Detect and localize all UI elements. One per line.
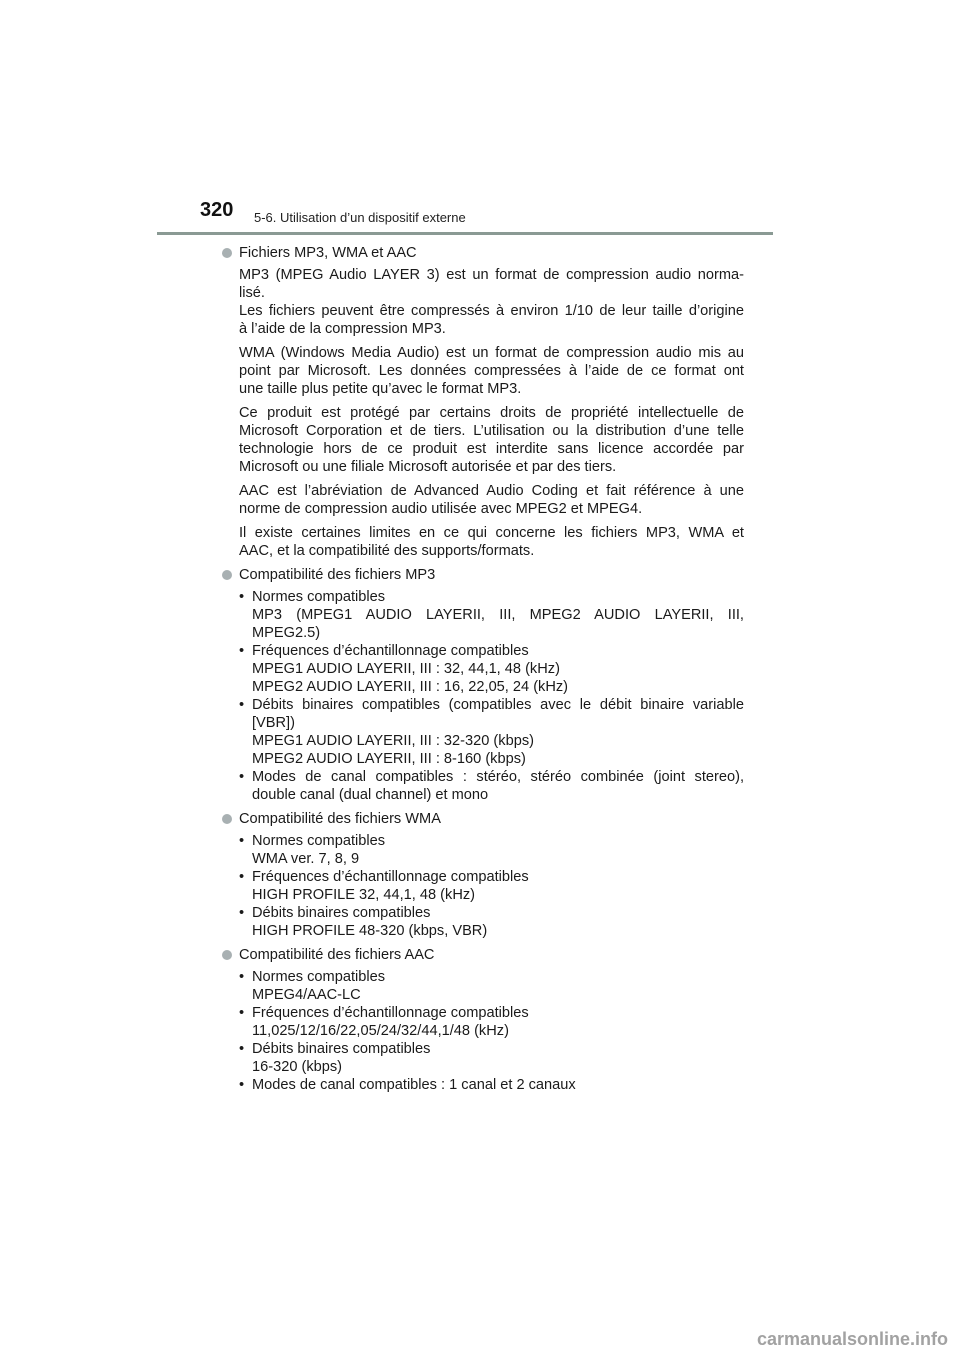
spec-value: MPEG1 AUDIO LAYERII, III : 32, 44,1, 48 (kHz) [252, 661, 560, 677]
watermark-logo: carmanualsonline.info [756, 1329, 948, 1349]
spec-values [239, 660, 744, 696]
spec-label: Fréquences d’échantillonnage compatibles [252, 869, 529, 885]
section-heading-text: Compatibilité des fichiers WMA [239, 811, 441, 827]
spec-value: MP3 (MPEG1 AUDIO LAYERII, III, MPEG2 AUDIO LAYERII, III, [252, 607, 744, 623]
bullet-dot-icon: • [239, 697, 245, 713]
paragraph [239, 524, 744, 560]
paragraph [239, 404, 744, 476]
spec-value: HIGH PROFILE 32, 44,1, 48 (kHz) [252, 887, 476, 903]
page-header [0, 0, 960, 240]
bullet-dot-icon: • [239, 905, 245, 921]
spec-list [239, 832, 744, 940]
section-heading-text: Compatibilité des fichiers MP3 [239, 567, 436, 583]
spec-item [239, 588, 744, 606]
spec-item [239, 1076, 744, 1094]
spec-values [239, 1022, 744, 1040]
spec-item [239, 1040, 744, 1058]
spec-value: MPEG2 AUDIO LAYERII, III : 8-160 (kbps) [252, 751, 526, 767]
spec-values [239, 986, 744, 1004]
spec-item [239, 832, 744, 850]
bullet-dot-icon: • [239, 1077, 245, 1093]
spec-label: Fréquences d’échantillonnage compatibles [252, 1005, 529, 1021]
spec-label: Modes de canal compatibles : 1 canal et 2 canaux [252, 1077, 576, 1093]
spec-values [239, 786, 744, 804]
spec-values [239, 714, 744, 768]
spec-value: HIGH PROFILE 48-320 (kbps, VBR) [252, 923, 488, 939]
section-heading-text: Compatibilité des fichiers AAC [239, 947, 435, 963]
section-title: 5-6. Utilisation d’un dispositif externe [254, 210, 466, 225]
spec-values [239, 850, 744, 868]
spec-item [239, 696, 744, 714]
spec-item [239, 768, 744, 786]
paragraph-line: une taille plus petite qu’avec le format MP3. [239, 381, 522, 397]
paragraph-line: Il existe certaines limites en ce qui concerne les fichiers MP3, WMA et [239, 525, 744, 541]
spec-item [239, 868, 744, 886]
spec-label: Normes compatibles [252, 833, 386, 849]
spec-value: MPEG1 AUDIO LAYERII, III : 32-320 (kbps) [252, 733, 534, 749]
section-heading [222, 810, 744, 828]
spec-value: MPEG2.5) [252, 625, 321, 641]
spec-value: [VBR]) [252, 715, 295, 731]
page-content [222, 244, 744, 1100]
paragraph-line: Les fichiers peuvent être compressés à environ 1/10 de leur taille d’origine [239, 303, 744, 319]
spec-label: Fréquences d’échantillonnage compatibles [252, 643, 529, 659]
spec-item [239, 642, 744, 660]
spec-label: Normes compatibles [252, 969, 386, 985]
spec-label: Débits binaires compatibles [252, 1041, 431, 1057]
spec-value: MPEG2 AUDIO LAYERII, III : 16, 22,05, 24 (kHz) [252, 679, 569, 695]
paragraph [239, 266, 744, 338]
paragraph-line: Microsoft ou une filiale Microsoft autorisée et par des tiers. [239, 459, 617, 475]
paragraph-line: lisé. [239, 285, 265, 301]
paragraph [239, 344, 744, 398]
circle-bullet-icon [222, 814, 232, 824]
spec-list [239, 588, 744, 804]
section-heading [222, 946, 744, 964]
spec-value: MPEG4/AAC-LC [252, 987, 361, 1003]
bullet-dot-icon: • [239, 833, 245, 849]
bullet-dot-icon: • [239, 769, 245, 785]
paragraph-line: MP3 (MPEG Audio LAYER 3) est un format de compression audio norma- [239, 267, 744, 283]
spec-values [239, 922, 744, 940]
paragraph [239, 482, 744, 518]
spec-value: 11,025/12/16/22,05/24/32/44,1/48 (kHz) [252, 1023, 509, 1039]
paragraph-line: technologie hors de ce produit est interdite sans licence accordée par [239, 441, 744, 457]
paragraph-line: AAC, et la compatibilité des supports/formats. [239, 543, 535, 559]
section-heading-text: Fichiers MP3, WMA et AAC [239, 245, 417, 261]
spec-values [239, 606, 744, 642]
spec-values [239, 886, 744, 904]
circle-bullet-icon [222, 570, 232, 580]
spec-item [239, 968, 744, 986]
header-divider [157, 232, 773, 235]
paragraph-line: norme de compression audio utilisée avec MPEG2 et MPEG4. [239, 501, 643, 517]
paragraph-line: Microsoft Corporation et de tiers. L’utilisation ou la distribution d’une telle [239, 423, 744, 439]
bullet-dot-icon: • [239, 1041, 245, 1057]
spec-label: Débits binaires compatibles (compatibles avec le débit binaire variable [252, 697, 744, 713]
circle-bullet-icon [222, 950, 232, 960]
spec-list [239, 968, 744, 1094]
spacer [222, 1096, 744, 1100]
spec-label: Débits binaires compatibles [252, 905, 431, 921]
paragraph-line: point par Microsoft. Les données compressées à l’aide de ce format ont [239, 363, 744, 379]
paragraph-line: Ce produit est protégé par certains droits de propriété intellectuelle de [239, 405, 744, 421]
paragraph-line: WMA (Windows Media Audio) est un format de compression audio mis au [239, 345, 744, 361]
spec-value: double canal (dual channel) et mono [252, 787, 489, 803]
spec-label: Normes compatibles [252, 589, 386, 605]
bullet-dot-icon: • [239, 643, 245, 659]
bullet-dot-icon: • [239, 869, 245, 885]
paragraph-line: AAC est l’abréviation de Advanced Audio Coding et fait référence à une [239, 483, 744, 499]
spec-label: Modes de canal compatibles : stéréo, stéréo combinée (joint stereo), [252, 769, 744, 785]
spec-value: WMA ver. 7, 8, 9 [252, 851, 360, 867]
page-number: 320 [200, 199, 234, 221]
bullet-dot-icon: • [239, 1005, 245, 1021]
paragraph-line: à l’aide de la compression MP3. [239, 321, 446, 337]
spec-item [239, 1004, 744, 1022]
bullet-dot-icon: • [239, 969, 245, 985]
section-heading [222, 244, 744, 262]
spec-value: 16-320 (kbps) [252, 1059, 343, 1075]
circle-bullet-icon [222, 248, 232, 258]
spec-values [239, 1058, 744, 1076]
bullet-dot-icon: • [239, 589, 245, 605]
section-heading [222, 566, 744, 584]
spec-item [239, 904, 744, 922]
